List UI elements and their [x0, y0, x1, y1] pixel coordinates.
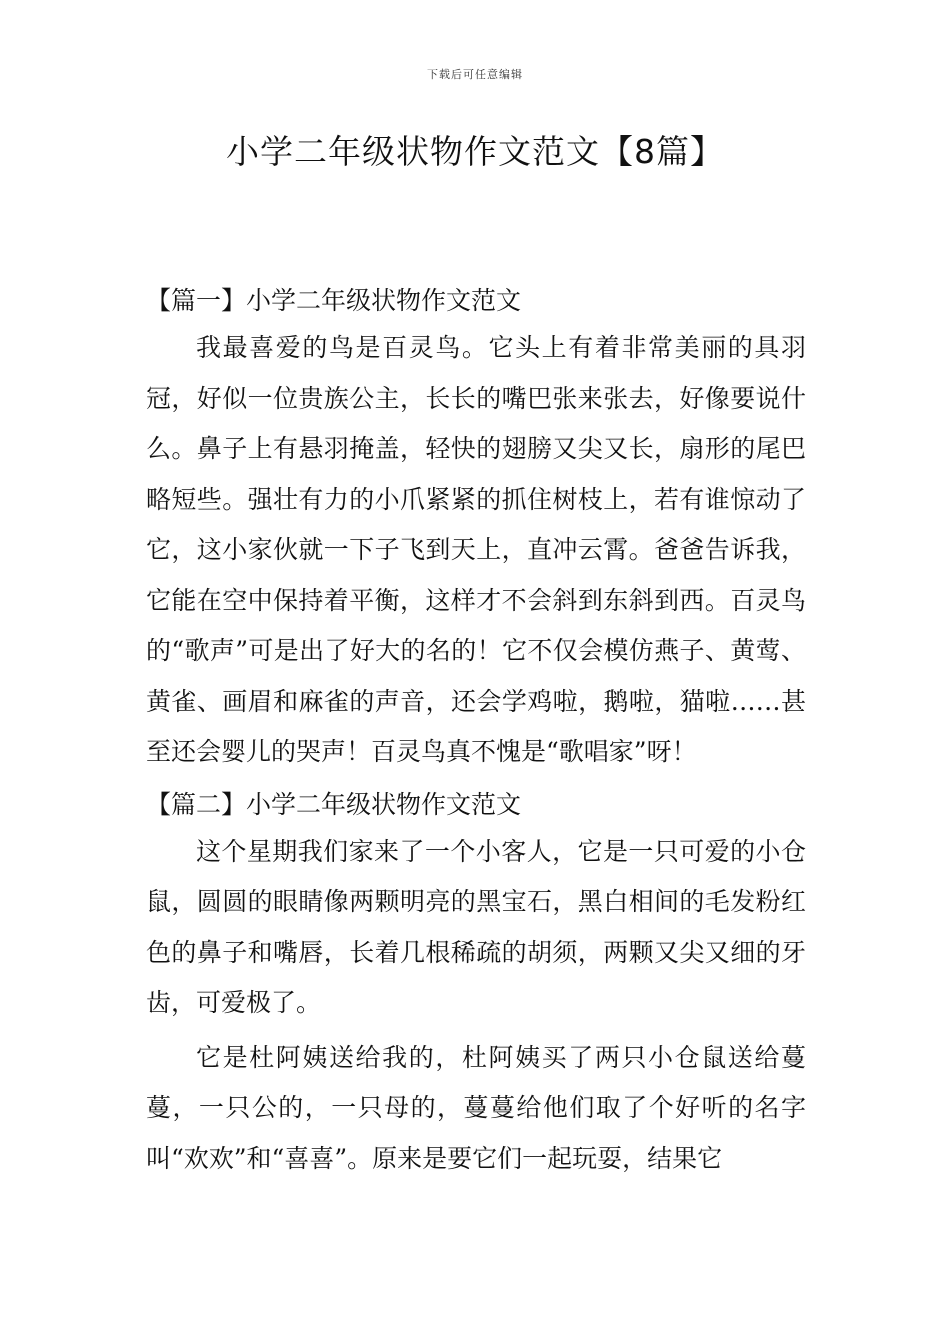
section-1 [146, 278, 806, 778]
section-heading: 【篇二】小学二年级状物作文范文 [146, 789, 522, 819]
document-title: 小学二年级状物作文范文【8篇】 [226, 132, 724, 171]
document-body [146, 278, 806, 1184]
header-note: 下载后可任意编辑 [427, 68, 523, 81]
section-2 [146, 782, 806, 1185]
section-heading: 【篇一】小学二年级状物作文范文 [146, 286, 522, 315]
paragraph: 它是杜阿姨送给我的，杜阿姨买了两只小仓鼠送给蔓蔓，一只公的，一只母的，蔓蔓给他们取了个好听的名字叫“欢欢”和“喜喜”。原来是要它们一起玩耍，结果它 [146, 1042, 806, 1173]
paragraph: 这个星期我们家来了一个小客人，它是一只可爱的小仓鼠，圆圆的眼睛像两颗明亮的黑宝石，黑白相间的毛发粉红色的鼻子和嘴唇，长着几根稀疏的胡须，两颗又尖又细的牙齿，可爱极了。 [146, 836, 806, 1017]
paragraph: 我最喜爱的鸟是百灵鸟。它头上有着非常美丽的具羽冠，好似一位贵族公主，长长的嘴巴张来张去，好像要说什么。鼻子上有悬羽掩盖，轻快的翅膀又尖又长，扇形的尾巴略短些。强壮有力的小爪紧紧的抓住树枝上，若有谁惊动了它，这小家伙就一下子飞到天上，直冲云霄。爸爸告诉我，它能在空中保持着平衡，这样才不会斜到东斜到西。百灵鸟的“歌声”可是出了好大的名的！它不仅会模仿燕子、黄莺、黄雀、画眉和麻雀的声音，还会学鸡啦，鹅啦，猫啦……甚至还会婴儿的哭声！百灵鸟真不愧是“歌唱家”呀！ [146, 333, 806, 766]
